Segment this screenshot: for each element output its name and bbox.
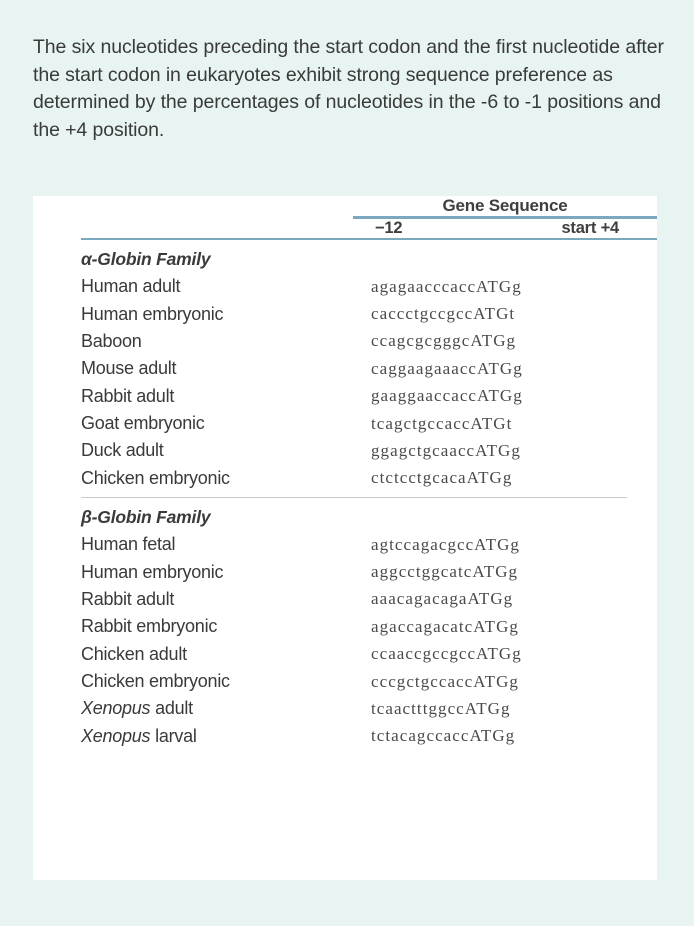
species-name: Human embryonic <box>81 303 224 324</box>
table-row <box>33 300 657 327</box>
table-row <box>33 328 657 355</box>
table-row <box>33 641 657 668</box>
table-row <box>33 383 657 410</box>
species-qualifier: adult <box>150 698 193 719</box>
column-group-header-gene-sequence: Gene Sequence <box>442 196 568 215</box>
species-name <box>33 723 353 750</box>
gene-sequence: aaacagacagaATGg <box>371 589 514 609</box>
species-name: Duck adult <box>81 440 164 461</box>
table-group-header-row <box>33 196 657 216</box>
gene-sequence: ccaaccgccgccATGg <box>371 644 522 664</box>
gene-sequence: tctacagccaccATGg <box>371 726 516 746</box>
species-name: Mouse adult <box>81 358 177 379</box>
species-name: Human fetal <box>81 534 176 555</box>
table-row <box>33 355 657 382</box>
species-name: Goat embryonic <box>81 413 205 434</box>
table-row <box>33 695 657 722</box>
table-row <box>33 531 657 558</box>
genus-name: Xenopus <box>81 698 151 719</box>
table-position-header-row <box>33 219 657 238</box>
gene-sequence: caccctgccgccATGt <box>371 304 516 324</box>
gene-sequence: tcaactttggccATGg <box>371 698 511 718</box>
gene-sequence: tcagctgccaccATGt <box>371 413 513 433</box>
gene-sequence: agaccagacatcATGg <box>371 616 519 636</box>
figure-caption: The six nucleotides preceding the start codon and the first nucleotide after the start codon in eukaryotes exhibit strong sequence preference as determined by the percentages of nucleotides in the -6 to -1 positions and the +4 position. <box>33 36 664 141</box>
table-row <box>33 613 657 640</box>
gene-sequence: ggagctgcaaccATGg <box>371 440 521 460</box>
species-name: Rabbit adult <box>81 588 175 609</box>
table-row <box>33 586 657 613</box>
family-label-beta: β-Globin Family <box>81 507 211 527</box>
gene-sequence: cccgctgccaccATGg <box>371 671 519 691</box>
gene-sequence: ccagcgcgggcATGg <box>371 331 517 351</box>
gene-sequence: ctctcctgcacaATGg <box>371 468 513 488</box>
gene-sequence: aggcctggcatcATGg <box>371 562 519 582</box>
species-name: Rabbit adult <box>81 385 175 406</box>
species-name <box>33 695 353 722</box>
gene-sequence: agtccagacgccATGg <box>371 534 520 554</box>
genus-name: Xenopus <box>81 725 151 746</box>
table-row <box>33 410 657 437</box>
species-name: Rabbit embryonic <box>81 616 218 637</box>
gene-sequence-table-panel <box>33 196 657 880</box>
table-row <box>33 465 657 492</box>
section-header-beta <box>33 498 657 531</box>
species-name: Baboon <box>81 330 142 351</box>
species-name: Chicken adult <box>81 643 187 664</box>
species-name: Chicken embryonic <box>81 671 230 692</box>
gene-sequence: gaaggaaccaccATGg <box>371 386 523 406</box>
species-name: Chicken embryonic <box>81 467 230 488</box>
table-row <box>33 668 657 695</box>
position-header-cell <box>353 219 657 238</box>
table-row <box>33 273 657 300</box>
gene-sequence-table <box>33 196 657 750</box>
position-label-minus-12: −12 <box>375 218 403 237</box>
table-row <box>33 558 657 585</box>
species-name: Human embryonic <box>81 561 224 582</box>
position-label-start-plus-4: start +4 <box>561 218 619 237</box>
table-row <box>33 437 657 464</box>
gene-sequence: agagaacccaccATGg <box>371 276 522 296</box>
gene-sequence: caggaagaaaccATGg <box>371 358 523 378</box>
species-name: Human adult <box>81 276 181 297</box>
section-header-alpha <box>33 240 657 273</box>
group-header-spacer <box>33 196 353 216</box>
species-qualifier: larval <box>150 725 197 746</box>
table-row <box>33 723 657 750</box>
position-header-spacer <box>33 219 353 238</box>
family-label-alpha: α-Globin Family <box>81 249 211 269</box>
